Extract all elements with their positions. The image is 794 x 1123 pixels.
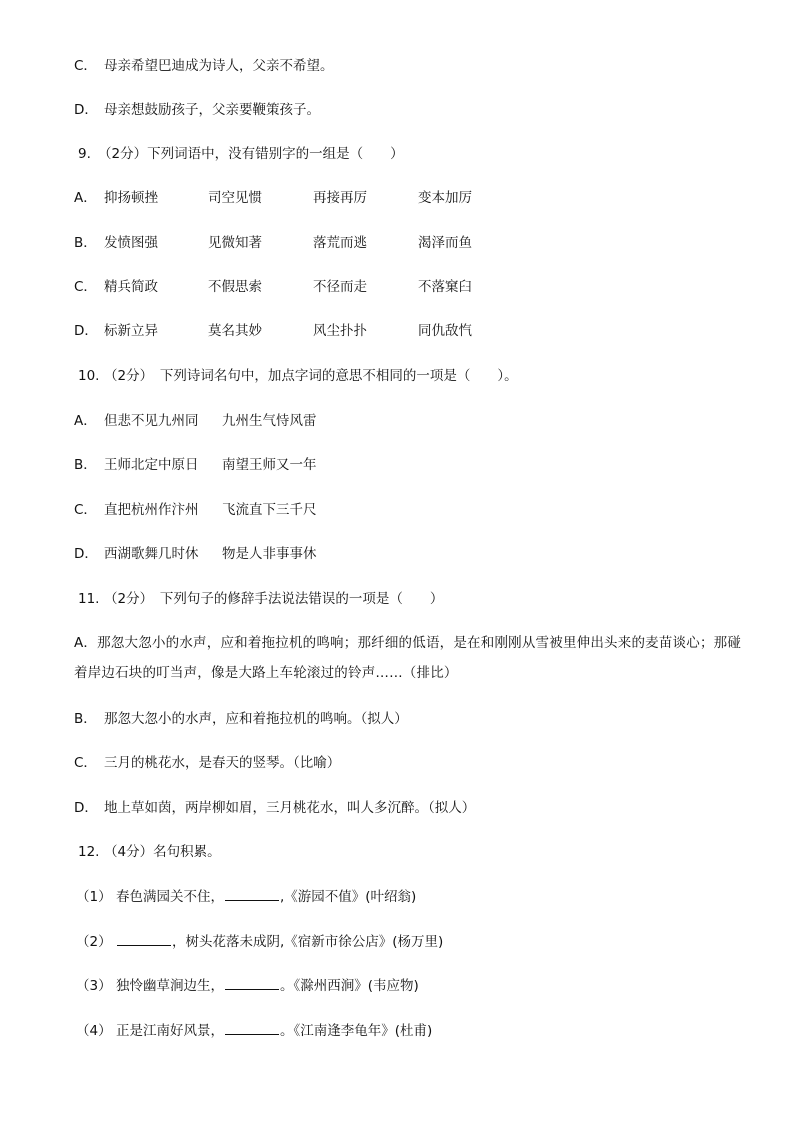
- item-number: （1）: [76, 889, 112, 905]
- option-line-right: 物是人非事事休: [222, 546, 317, 562]
- option-text: 三月的桃花水，是春天的竖琴。（比喻）: [104, 755, 341, 771]
- option-word: 不径而走: [313, 279, 367, 295]
- question-stem: （2分） 下列句子的修辞手法说法错误的一项是（ ）: [104, 591, 444, 607]
- option-text: 母亲想鼓励孩子，父亲要鞭策孩子。: [104, 102, 320, 118]
- item-before: 独怜幽草涧边生，: [116, 978, 224, 994]
- option-label: D．: [74, 323, 98, 339]
- item-after: 。《江南逢李龟年》(杜甫): [280, 1023, 433, 1039]
- item-number: （4）: [76, 1023, 112, 1039]
- option-label: D．: [74, 546, 98, 562]
- option-word: 不假思索: [208, 279, 262, 295]
- option-word: 见微知著: [208, 235, 262, 251]
- option-label: B．: [74, 711, 97, 727]
- option-word: 风尘扑扑: [313, 323, 367, 339]
- option-line-left: 直把杭州作汴州: [104, 502, 199, 518]
- fill-blank[interactable]: [225, 888, 279, 901]
- option-word: 落荒而逃: [313, 235, 367, 251]
- question-stem: （2分） 下列诗词名句中，加点字词的意思不相同的一项是（ ）。: [104, 368, 518, 384]
- option-word: 渴泽而鱼: [418, 235, 472, 251]
- option-label: C．: [74, 279, 97, 295]
- item-after: ,《游园不值》(叶绍翁): [280, 889, 417, 905]
- option-word: 发愤图强: [104, 235, 158, 251]
- option-label: C．: [74, 755, 97, 771]
- option-text: 那忽大忽小的水声，应和着拖拉机的鸣响；那纤细的低语，是在和刚刚从雪被里伸出头来的麦苗谈心；那碰着岸边石块的叮当声，像是大路上车轮滚过的铃声……（排比）: [74, 635, 742, 681]
- item-text: [116, 1022, 432, 1040]
- option-word: 抑扬顿挫: [104, 190, 158, 206]
- option-word: 标新立异: [104, 323, 158, 339]
- option-label: A．: [74, 190, 97, 206]
- item-after: 。《滁州西涧》(韦应物): [280, 978, 419, 994]
- question-stem: （2分）下列词语中，没有错别字的一组是（ ）: [98, 146, 404, 162]
- option-label: D．: [74, 102, 98, 118]
- option-label: C．: [74, 502, 97, 518]
- option-label: A．: [74, 413, 97, 429]
- fill-blank[interactable]: [225, 977, 279, 990]
- option-line-right: 南望王师又一年: [222, 457, 317, 473]
- fill-blank[interactable]: [225, 1022, 279, 1035]
- option-word: 精兵简政: [104, 279, 158, 295]
- option-line-left: 但悲不见九州同: [104, 413, 199, 429]
- option-label: C．: [74, 58, 97, 74]
- fill-blank[interactable]: [117, 933, 171, 946]
- option-label: B．: [74, 457, 97, 473]
- item-text: [116, 977, 419, 995]
- option-word: 再接再厉: [313, 190, 367, 206]
- option-word: 莫名其妙: [208, 323, 262, 339]
- question-number: 12.: [78, 844, 100, 860]
- item-before: 正是江南好风景，: [116, 1023, 224, 1039]
- item-number: （3）: [76, 978, 112, 994]
- option-word: 变本加厉: [418, 190, 472, 206]
- item-text: [116, 888, 416, 906]
- item-number: （2）: [76, 934, 112, 950]
- option-text: 母亲希望巴迪成为诗人，父亲不希望。: [104, 58, 334, 74]
- option-line-right: 九州生气恃风雷: [222, 413, 317, 429]
- item-after: ，树头花落未成阴,《宿新市徐公店》(杨万里): [172, 934, 444, 950]
- question-number: 10.: [78, 368, 100, 384]
- item-text: [116, 933, 443, 951]
- question-number: 9.: [78, 146, 91, 162]
- item-before: 春色满园关不住，: [116, 889, 224, 905]
- question-number: 11.: [78, 591, 100, 607]
- option-line-left: 王师北定中原日: [104, 457, 199, 473]
- option-text: 地上草如茵，两岸柳如眉，三月桃花水，叫人多沉醉。（拟人）: [104, 800, 476, 816]
- option-word: 司空见惯: [208, 190, 262, 206]
- option-label: A．: [74, 635, 98, 651]
- option-line-right: 飞流直下三千尺: [222, 502, 317, 518]
- option-line-left: 西湖歌舞几时休: [104, 546, 199, 562]
- option-label: D．: [74, 800, 98, 816]
- question-stem: （4分）名句积累。: [104, 844, 221, 860]
- option-text: 那忽大忽小的水声，应和着拖拉机的鸣响。（拟人）: [104, 711, 408, 727]
- option-word: 同仇敌忾: [418, 323, 472, 339]
- option-label: B．: [74, 235, 97, 251]
- option-word: 不落窠臼: [418, 279, 472, 295]
- q11-option-a: [74, 628, 754, 688]
